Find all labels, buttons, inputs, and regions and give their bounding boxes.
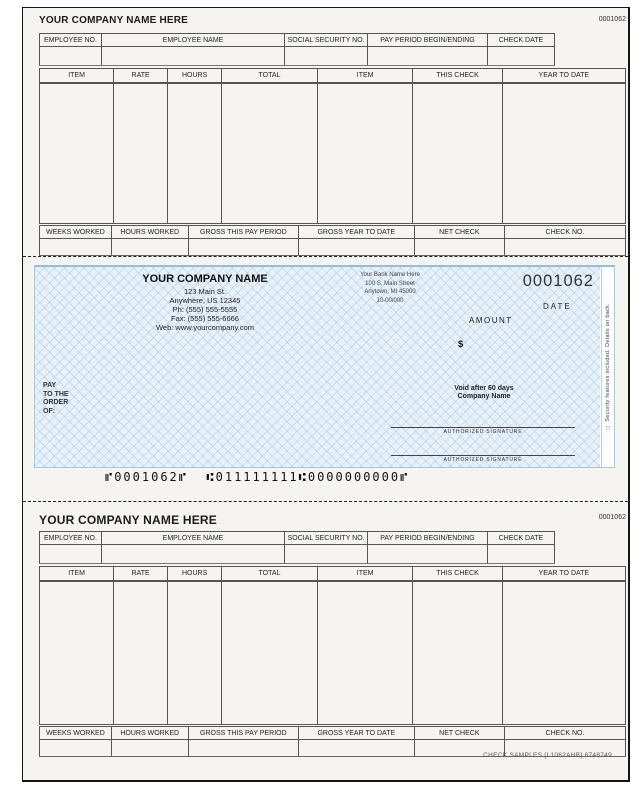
employee-header-row (39, 531, 555, 545)
detail-header-cell: RATE (114, 567, 168, 580)
stub-company-name: YOUR COMPANY NAME HERE (39, 15, 189, 26)
check-body (34, 265, 615, 468)
employee-header-cell: CHECK DATE (488, 34, 555, 46)
check-sample-page (22, 7, 630, 782)
void-notice (424, 385, 544, 401)
top-stub (39, 15, 626, 256)
detail-body-cell (39, 84, 114, 223)
padlock-icon: □ (605, 423, 611, 430)
summary-header-cell: NET CHECK (415, 727, 505, 739)
employee-value-cell (102, 545, 285, 563)
bottom-stub (39, 513, 626, 757)
summary-header-row (39, 727, 626, 740)
employee-value-cell (488, 47, 555, 65)
stub-check-number: 0001062 (598, 514, 626, 521)
detail-header-cell: THIS CHECK (413, 69, 502, 82)
detail-body-cell (39, 582, 114, 724)
summary-table (39, 223, 626, 256)
check-company-address1: 123 Main St. (183, 287, 227, 296)
employee-header-cell: SOCIAL SECURITY NO. (285, 34, 368, 46)
summary-header-cell: CHECK NO. (505, 727, 626, 739)
detail-body-cell (168, 84, 222, 223)
detail-header-cell: HOURS (168, 567, 222, 580)
check-company-phone: Ph: (555) 555-5555 (172, 305, 238, 314)
detail-header-cell: TOTAL (222, 69, 318, 82)
stub-header (39, 15, 626, 30)
payee-line: OF: (43, 407, 56, 415)
summary-value-cell (189, 239, 299, 255)
security-strip (601, 267, 614, 467)
detail-body-row (39, 84, 626, 223)
stub-company-name: YOUR COMPANY NAME HERE (39, 513, 217, 527)
detail-body-cell (413, 84, 502, 223)
employee-info-table (39, 531, 555, 564)
authorized-signature-label: AUTHORIZED SIGNATURE (443, 429, 523, 435)
detail-body-cell (503, 582, 626, 724)
detail-body-cell (222, 582, 318, 724)
check-company-name: YOUR COMPANY NAME (142, 273, 268, 285)
employee-info-table (39, 33, 555, 66)
detail-body-cell (114, 582, 168, 724)
date-label: DATE (543, 302, 572, 311)
signature-line-1 (391, 427, 575, 435)
earnings-detail-table (39, 68, 626, 223)
employee-value-cell (102, 47, 285, 65)
summary-header-cell: NET CHECK (415, 226, 505, 238)
bank-address2: Anytown, MI 45000 (364, 289, 416, 295)
detail-header-cell: YEAR TO DATE (503, 69, 626, 82)
security-note-text: Security features included. Details on back. (605, 302, 611, 422)
employee-header-cell: EMPLOYEE NAME (102, 532, 285, 544)
detail-header-cell: RATE (114, 69, 168, 82)
payee-line: TO THE (43, 390, 69, 398)
detail-body-cell (413, 582, 502, 724)
detail-header-cell: YEAR TO DATE (503, 567, 626, 580)
summary-header-cell: GROSS YEAR TO DATE (299, 226, 415, 238)
detail-header-cell: ITEM (39, 567, 114, 580)
void-line: Void after 60 days (454, 385, 514, 392)
summary-header-cell: GROSS THIS PAY PERIOD (189, 727, 299, 739)
employee-header-cell: SOCIAL SECURITY NO. (285, 532, 368, 544)
payee-line: ORDER (43, 399, 69, 406)
bank-name: Your Bank Name Here (360, 272, 420, 278)
employee-header-cell: PAY PERIOD BEGIN/ENDING (368, 34, 488, 46)
summary-value-cell (189, 740, 299, 756)
detail-header-row (39, 68, 626, 84)
perforation-line (23, 256, 628, 257)
summary-header-cell: WEEKS WORKED (39, 727, 112, 739)
earnings-detail-table (39, 566, 626, 724)
employee-header-cell: PAY PERIOD BEGIN/ENDING (368, 532, 488, 544)
detail-body-cell (503, 84, 626, 223)
check-number-large: 0001062 (522, 272, 594, 290)
detail-header-row (39, 566, 626, 582)
bank-fraction-code: 10-00/000 (376, 297, 404, 304)
employee-value-cell (39, 545, 102, 563)
detail-body-cell (318, 582, 414, 724)
employee-header-cell: EMPLOYEE NO. (39, 34, 102, 46)
employee-header-cell: EMPLOYEE NAME (102, 34, 285, 46)
payee-line: PAY (43, 382, 57, 389)
bank-address1: 100 S. Main Street (365, 280, 415, 287)
employee-header-cell: EMPLOYEE NO. (39, 532, 102, 544)
employee-value-cell (368, 47, 488, 65)
employee-value-cell (368, 545, 488, 563)
summary-header-cell: CHECK NO. (505, 226, 626, 238)
stub-header (39, 513, 626, 528)
bank-block (342, 271, 438, 305)
employee-value-row (39, 545, 555, 564)
footer-sample-code: CHECK SAMPLES [L1062AHB] 6748749 (483, 752, 612, 759)
check-company-block (90, 273, 320, 332)
summary-header-row (39, 226, 626, 239)
perforation-line (23, 501, 628, 502)
summary-value-cell (39, 740, 112, 756)
summary-header-cell: WEEKS WORKED (39, 226, 112, 238)
summary-value-cell (112, 239, 189, 255)
summary-value-cell (39, 239, 112, 255)
summary-header-cell: HOURS WORKED (112, 226, 189, 238)
detail-header-cell: HOURS (168, 69, 222, 82)
pay-to-the-order-of-label (43, 382, 69, 416)
summary-value-cell (299, 239, 415, 255)
summary-value-cell (415, 239, 505, 255)
employee-value-cell (285, 47, 368, 65)
void-company-name: Company Name (457, 393, 511, 400)
employee-header-row (39, 33, 555, 47)
summary-value-row (39, 239, 626, 256)
amount-label: AMOUNT (469, 316, 513, 325)
check-company-fax: Fax: (555) 555-6666 (171, 314, 239, 323)
micr-line: ⑈0001062⑈ ⑆011111111⑆0000000000⑈ (105, 470, 410, 484)
detail-header-cell: ITEM (318, 69, 414, 82)
employee-header-cell: CHECK DATE (488, 532, 555, 544)
detail-body-row (39, 582, 626, 724)
summary-value-cell (505, 239, 626, 255)
detail-header-cell: ITEM (318, 567, 414, 580)
detail-body-cell (114, 84, 168, 223)
summary-header-cell: GROSS YEAR TO DATE (299, 727, 415, 739)
employee-value-cell (39, 47, 102, 65)
summary-header-cell: GROSS THIS PAY PERIOD (189, 226, 299, 238)
summary-value-cell (299, 740, 415, 756)
detail-body-cell (222, 84, 318, 223)
employee-value-cell (488, 545, 555, 563)
summary-header-cell: HOURS WORKED (112, 727, 189, 739)
authorized-signature-label: AUTHORIZED SIGNATURE (443, 457, 523, 463)
dollar-sign: $ (458, 339, 464, 350)
detail-body-cell (318, 84, 414, 223)
detail-header-cell: ITEM (39, 69, 114, 82)
signature-line-2 (391, 455, 575, 463)
summary-value-cell (112, 740, 189, 756)
stub-check-number: 0001062 (598, 16, 626, 23)
check-company-address2: Anywhere, US 12345 (169, 296, 241, 305)
employee-value-cell (285, 545, 368, 563)
detail-body-cell (168, 582, 222, 724)
detail-header-cell: THIS CHECK (413, 567, 502, 580)
detail-header-cell: TOTAL (222, 567, 318, 580)
employee-value-row (39, 47, 555, 66)
check-company-web: Web: www.yourcompany.com (155, 323, 255, 332)
security-note (605, 303, 611, 432)
